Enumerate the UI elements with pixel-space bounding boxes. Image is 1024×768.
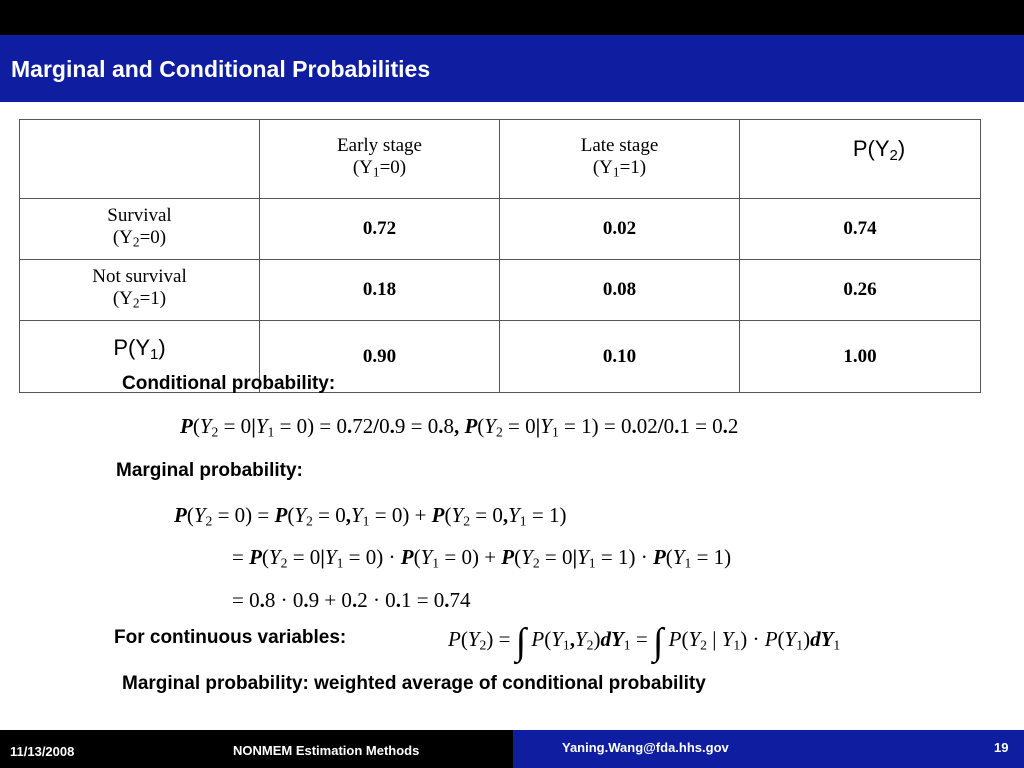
header-late-stage: Late stage $(Y_1=1)$ [500,120,740,199]
table-cell: 0.10 [500,321,740,393]
footer-email: Yaning.Wang@fda.hhs.gov [562,740,729,755]
continuous-equation: $P(Y_2)$ = ∫ $P(Y_1,Y_2)dY_1$ = ∫ $P(Y_2$ | $Y_1) \cdot P(Y_1)dY_1$ [448,621,841,663]
table-row [20,260,981,321]
table-corner-cell [20,120,260,199]
conditional-equation: $P(Y_2 = 0|Y_1 = 0) = 0.72/0.9 = 0.8$, $P(Y_2 = 0|Y_1 = 1) = 0.02/0.1 = 0.2$ [180,414,739,440]
slide-title: Marginal and Conditional Probabilities [11,56,431,82]
table-cell: 0.18 [260,260,500,321]
table-cell: 0.90 [260,321,500,393]
marginal-equation-line-3: = 0.8 · 0.9 + 0.2 · 0.1 = 0.74 [232,588,471,612]
probability-table [19,119,981,393]
row-label-p-y1: $P(Y_1)$ [20,321,260,393]
row-label-not-survival: Not survival $(Y_2=1)$ [20,260,260,321]
table-cell: 0.26 [740,260,981,321]
table-header-row [20,120,981,199]
table-cell: 0.72 [260,199,500,260]
summary-statement: Marginal probability: weighted average of conditional probability [122,673,706,694]
footer-date: 11/13/2008 [10,744,75,759]
marginal-probability-heading: Marginal probability: [116,460,303,481]
header-early-stage: Early stage $(Y_1=0)$ [260,120,500,199]
continuous-variables-heading: For continuous variables: [114,627,347,648]
table-cell: 0.08 [500,260,740,321]
table-row [20,199,981,260]
footer-page-number: 19 [994,740,1009,755]
footer-course-title: NONMEM Estimation Methods [233,743,420,758]
header-p-y2: $P(Y_2)$ [740,120,981,199]
conditional-probability-heading: Conditional probability: [122,373,336,394]
top-bar [0,0,1024,35]
table-cell: 0.74 [740,199,981,260]
row-label-survival: Survival $(Y_2=0)$ [20,199,260,260]
table-cell: 0.02 [500,199,740,260]
marginal-equation-line-2: = $P(Y_2 = 0|Y_1 = 0) \cdot P(Y_1 = 0) + P(Y_2 = 0|Y_1 = 1) \cdot P(Y_1 = 1)$ [232,545,732,571]
marginal-equation-line-1: $P(Y_2 = 0) = P(Y_2 = 0,Y_1 = 0) + P(Y_2 = 0,Y_1 = 1)$ [174,503,567,529]
table-cell: 1.00 [740,321,981,393]
